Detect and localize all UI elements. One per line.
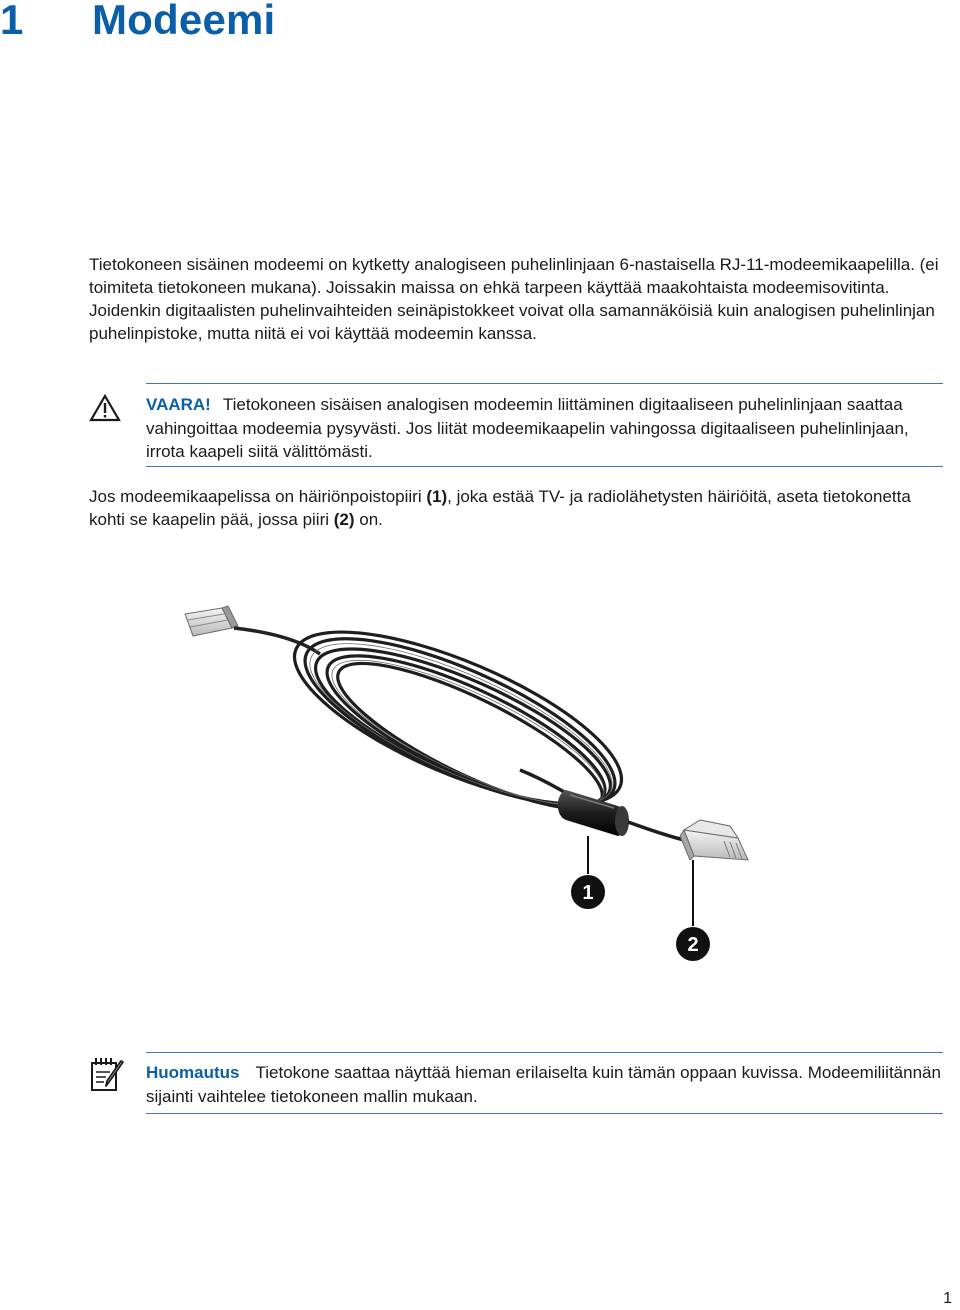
callout-1-badge [571,875,605,909]
warning-triangle-icon [89,394,121,422]
warning-text: Tietokoneen sisäisen analogisen modeemin liittäminen digitaaliseen puhelinlinjaan saattaa vahingoittaa modeemia pysyvästi. Jos liität modeemikaapelin vahingossa digitaaliseen puhelinlinjaan, irrota kaapeli siitä välittömästi. [146,395,909,461]
note-top-rule [146,1052,943,1053]
callout-2-badge [676,927,710,961]
rj11-plug-left [185,606,238,636]
ferrite-ref-2: (2) [333,510,355,529]
note-callout [146,1061,946,1108]
intro-paragraph: Tietokoneen sisäinen modeemi on kytketty analogiseen puhelinlinjaan 6-nastaisella RJ-11-modeemikaapelilla. (ei toimiteta tietokoneen mukana). Joissakin maissa on ehkä tarpeen käyttää maakohtaista modeemisovitinta. Joidenkin digitaalisten puhelinvaihteiden seinäpistokkeet voivat olla samannäköisiä kuin analogisen puhelinlinjan puhelinpistoke, mutta niitä ei voi käyttää modeemin kanssa. [89,255,939,343]
rj11-plug-right [680,820,748,860]
chapter-title: Modeemi [92,0,276,43]
modem-cable-figure [175,600,755,980]
note-pencil-icon [89,1055,127,1093]
page-number: 1 [943,1290,952,1307]
chapter-number: 1 [0,0,24,43]
ferrite-text-3: on. [354,510,383,529]
ferrite-paragraph [89,485,939,531]
ferrite-ref-1: (1) [426,487,448,506]
callout-1-label: 1 [582,882,594,904]
note-text: Tietokone saattaa näyttää hieman erilaiselta kuin tämän oppaan kuvissa. Modeemiliitännän sijainti vaihtelee tietokoneen mallin mukaan. [146,1063,941,1106]
note-label: Huomautus [146,1063,240,1082]
warning-label: VAARA! [146,395,211,414]
ferrite-text-1: Jos modeemikaapelissa on häiriönpoistopiiri [89,487,427,506]
warning-callout [146,393,946,464]
ferrite-core [558,790,629,836]
warning-bottom-rule [146,466,943,467]
ferrite-text-2: , joka estää TV- ja radiolähetysten häiriöitä, aseta tietokonetta kohti se kaapelin pää, jossa piiri [89,487,911,529]
callout-2-label: 2 [687,934,699,956]
note-bottom-rule [146,1113,943,1114]
warning-top-rule [146,383,943,384]
chapter-heading [0,0,275,44]
